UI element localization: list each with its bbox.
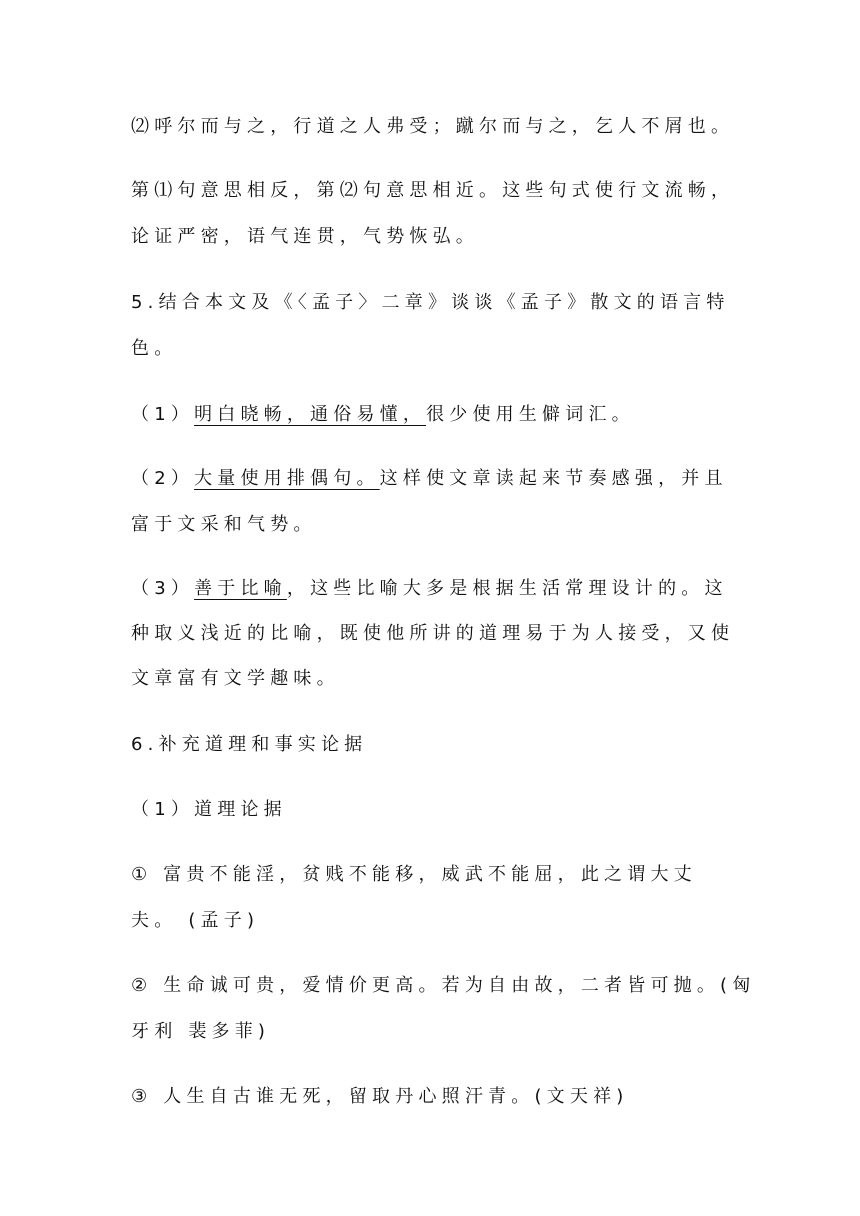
point-3-key-phrase: 善于比喻 xyxy=(194,578,287,599)
question-5-line-1: 5.结合本文及《〈孟子〉二章》谈谈《孟子》散文的语言特 xyxy=(131,292,730,313)
point-3-text: ，这些比喻大多是根据生活常理设计的。这 xyxy=(286,578,728,599)
point-3-line-1 xyxy=(131,580,728,598)
quote-3: ③ 人生自古谁无死，留取丹心照汗青。(文天祥) xyxy=(131,1086,629,1107)
point-3-line-2: 种取义浅近的比喻，既使他所讲的道理易于为人接受，又使 xyxy=(131,623,735,644)
quote-2-line-1: ② 生命诚可贵，爱情价更高。若为自由故，二者皆可抛。(匈 xyxy=(131,975,756,996)
point-3-line-3: 文章富有文学趣味。 xyxy=(131,668,340,689)
point-1 xyxy=(131,406,635,424)
question-5-line-2: 色。 xyxy=(131,338,178,359)
point-2-number: （2） xyxy=(131,468,195,489)
point-1-number: （1） xyxy=(131,404,195,425)
point-2-line-2: 富于文采和气势。 xyxy=(131,514,317,535)
question-6-heading: 6.补充道理和事实论据 xyxy=(131,734,368,755)
analysis-line-2: 论证严密，语气连贯，气势恢弘。 xyxy=(131,226,479,247)
quote-1-line-1: ① 富贵不能淫，贫贱不能移，威武不能屈，此之谓大丈 xyxy=(131,864,697,885)
quote-line-2: ⑵呼尔而与之，行道之人弗受；蹴尔而与之，乞人不屑也。 xyxy=(131,116,735,137)
quote-2-line-2: 牙利 裴多菲) xyxy=(131,1021,271,1042)
point-3-number: （3） xyxy=(131,578,195,599)
point-1-key-phrase: 明白晓畅，通俗易懂， xyxy=(194,404,427,425)
reasoning-evidence-heading: （1）道理论据 xyxy=(131,799,287,820)
point-2-line-1 xyxy=(131,470,728,488)
quote-1-line-2: 夫。 (孟子) xyxy=(131,910,260,931)
analysis-line-1: 第⑴句意思相反，第⑵句意思相近。这些句式使行文流畅， xyxy=(131,180,735,201)
point-2-key-phrase: 大量使用排偶句。 xyxy=(194,468,380,489)
point-2-text: 这样使文章读起来节奏感强，并且 xyxy=(379,468,728,489)
point-1-text: 很少使用生僻词汇。 xyxy=(426,404,635,425)
